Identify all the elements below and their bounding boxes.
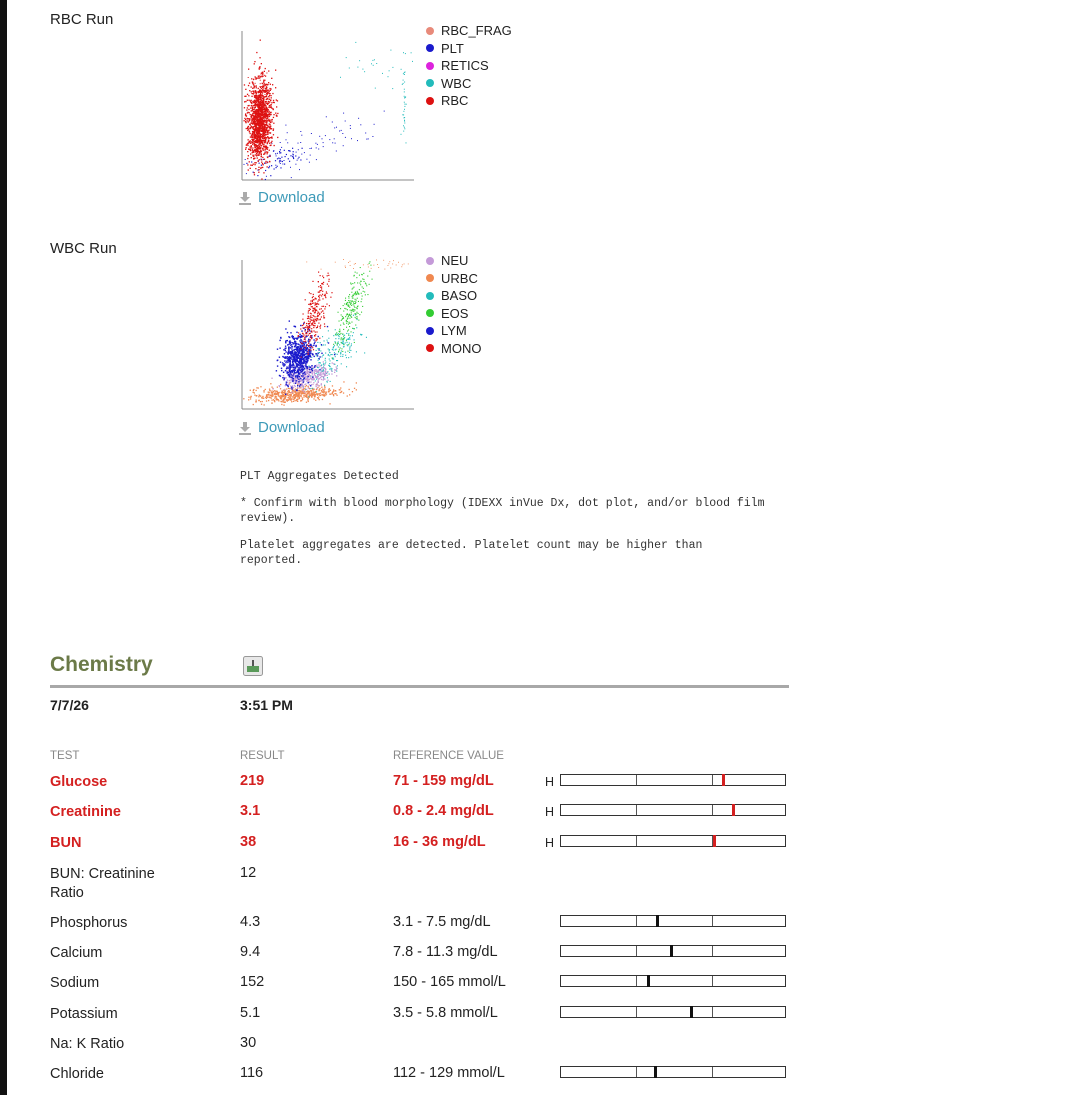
range-divider — [636, 916, 637, 926]
reference-range-bar — [560, 1006, 786, 1018]
legend-dot-icon — [426, 327, 434, 335]
range-divider — [712, 775, 713, 785]
legend-dot-icon — [426, 257, 434, 265]
test-reference: 112 - 129 mmol/L — [393, 1065, 505, 1081]
legend-item — [426, 340, 481, 358]
high-flag: H — [545, 805, 555, 819]
chemistry-divider — [50, 685, 789, 688]
range-divider — [712, 916, 713, 926]
test-result: 9.4 — [240, 944, 261, 960]
legend-item — [426, 270, 481, 288]
chemistry-title: Chemistry — [50, 653, 153, 676]
result-marker — [670, 945, 673, 957]
legend-dot-icon — [426, 344, 434, 352]
legend-dot-icon — [426, 309, 434, 317]
reference-range-bar — [560, 835, 786, 847]
test-result: 152 — [240, 974, 265, 990]
chemistry-time: 3:51 PM — [240, 697, 293, 713]
legend-dot-icon — [426, 44, 434, 52]
dot-cluster — [306, 259, 408, 270]
legend-label: NEU — [441, 253, 469, 269]
legend-label: LYM — [441, 323, 467, 339]
legend-dot-icon — [426, 292, 434, 300]
legend-item — [426, 40, 512, 58]
test-reference: 16 - 36 mg/dL — [393, 834, 486, 850]
legend-label: RETICS — [441, 58, 489, 74]
test-result: 5.1 — [240, 1005, 261, 1021]
test-reference: 3.1 - 7.5 mg/dL — [393, 914, 491, 930]
test-name: Sodium — [50, 975, 100, 991]
legend-label: RBC — [441, 93, 469, 109]
legend-label: PLT — [441, 40, 464, 56]
range-divider — [636, 1007, 637, 1017]
result-marker — [647, 975, 650, 987]
wbc-download-link[interactable] — [238, 419, 325, 436]
test-name: Creatinine — [50, 804, 121, 820]
legend-label: BASO — [441, 288, 478, 304]
test-reference: 7.8 - 11.3 mg/dL — [393, 944, 498, 960]
range-divider — [636, 805, 637, 815]
download-label: Download — [258, 419, 325, 436]
legend-dot-icon — [426, 79, 434, 87]
range-divider — [636, 775, 637, 785]
test-name: Glucose — [50, 774, 108, 790]
result-marker — [722, 774, 725, 786]
reference-range-bar — [560, 1066, 786, 1078]
result-marker — [654, 1066, 657, 1078]
test-name: Na: K Ratio — [50, 1036, 125, 1052]
wbc-run-label: WBC Run — [50, 240, 117, 257]
legend-item — [426, 305, 481, 323]
high-flag: H — [545, 836, 555, 850]
test-result: 219 — [240, 773, 265, 789]
legend-item — [426, 75, 512, 93]
range-divider — [712, 805, 713, 815]
legend-dot-icon — [426, 27, 434, 35]
col-header-result: RESULT — [240, 750, 285, 762]
download-label: Download — [258, 189, 325, 206]
legend-item — [426, 322, 481, 340]
range-divider — [636, 836, 637, 846]
test-result: 4.3 — [240, 914, 261, 930]
reference-range-bar — [560, 774, 786, 786]
confirm-note-line2: review). — [240, 512, 296, 525]
dot-cluster — [332, 261, 373, 358]
rbc-legend — [426, 22, 512, 110]
result-marker — [732, 804, 735, 816]
result-marker — [713, 835, 716, 847]
dot-cluster — [340, 42, 413, 89]
wbc-dot-plot — [236, 254, 416, 414]
chemistry-date: 7/7/26 — [50, 697, 89, 713]
test-result: 38 — [240, 834, 257, 850]
test-name: Chloride — [50, 1066, 104, 1082]
test-result: 30 — [240, 1035, 257, 1051]
dot-cluster — [298, 272, 333, 358]
rbc-download-link[interactable] — [238, 189, 325, 206]
reference-range-bar — [560, 945, 786, 957]
test-reference: 71 - 159 mg/dL — [393, 773, 494, 789]
confirm-note-line1: * Confirm with blood morphology (IDEXX inVue Dx, dot plot, and/or blood film — [240, 497, 765, 510]
legend-dot-icon — [426, 62, 434, 70]
platelet-note-line1: Platelet aggregates are detected. Platelet count may be higher than — [240, 539, 703, 552]
range-divider — [636, 1067, 637, 1077]
result-marker — [656, 915, 659, 927]
reference-range-bar — [560, 915, 786, 927]
left-edge-bar — [0, 0, 7, 1095]
legend-label: RBC_FRAG — [441, 23, 512, 39]
rbc-run-label: RBC Run — [50, 11, 114, 28]
result-marker — [690, 1006, 693, 1018]
high-flag: H — [545, 775, 555, 789]
range-divider — [712, 976, 713, 986]
range-divider — [712, 946, 713, 956]
test-reference: 3.5 - 5.8 mmol/L — [393, 1005, 498, 1021]
platelet-note-line2: reported. — [240, 554, 303, 567]
legend-dot-icon — [426, 97, 434, 105]
legend-item — [426, 22, 512, 40]
test-result: 116 — [240, 1065, 264, 1081]
download-icon — [238, 421, 252, 435]
test-name: BUN — [50, 835, 82, 851]
range-divider — [712, 1067, 713, 1077]
legend-label: MONO — [441, 340, 482, 356]
plt-aggregates-note: PLT Aggregates Detected — [240, 470, 399, 483]
wbc-legend — [426, 252, 481, 357]
test-name: Potassium — [50, 1006, 118, 1022]
legend-item — [426, 92, 512, 110]
download-icon — [238, 191, 252, 205]
col-header-test: TEST — [50, 750, 80, 762]
test-name: Phosphorus — [50, 915, 128, 931]
legend-label: EOS — [441, 305, 469, 321]
test-result: 12 — [240, 865, 257, 881]
range-divider — [712, 1007, 713, 1017]
rbc-dot-plot — [236, 25, 416, 185]
test-name: BUN: Creatinine Ratio — [50, 866, 155, 901]
test-reference: 150 - 165 mmol/L — [393, 974, 506, 990]
legend-item — [426, 57, 512, 75]
reference-range-bar — [560, 975, 786, 987]
range-divider — [636, 976, 637, 986]
test-reference: 0.8 - 2.4 mg/dL — [393, 803, 494, 819]
legend-item — [426, 287, 481, 305]
reference-range-bar — [560, 804, 786, 816]
legend-label: URBC — [441, 270, 478, 286]
legend-item — [426, 252, 481, 270]
col-header-reference: REFERENCE VALUE — [393, 750, 504, 762]
test-result: 3.1 — [240, 803, 261, 819]
chemistry-export-icon[interactable] — [243, 656, 263, 676]
legend-label: WBC — [441, 75, 472, 91]
range-divider — [636, 946, 637, 956]
legend-dot-icon — [426, 274, 434, 282]
dot-cluster — [401, 52, 407, 143]
test-name: Calcium — [50, 945, 103, 961]
